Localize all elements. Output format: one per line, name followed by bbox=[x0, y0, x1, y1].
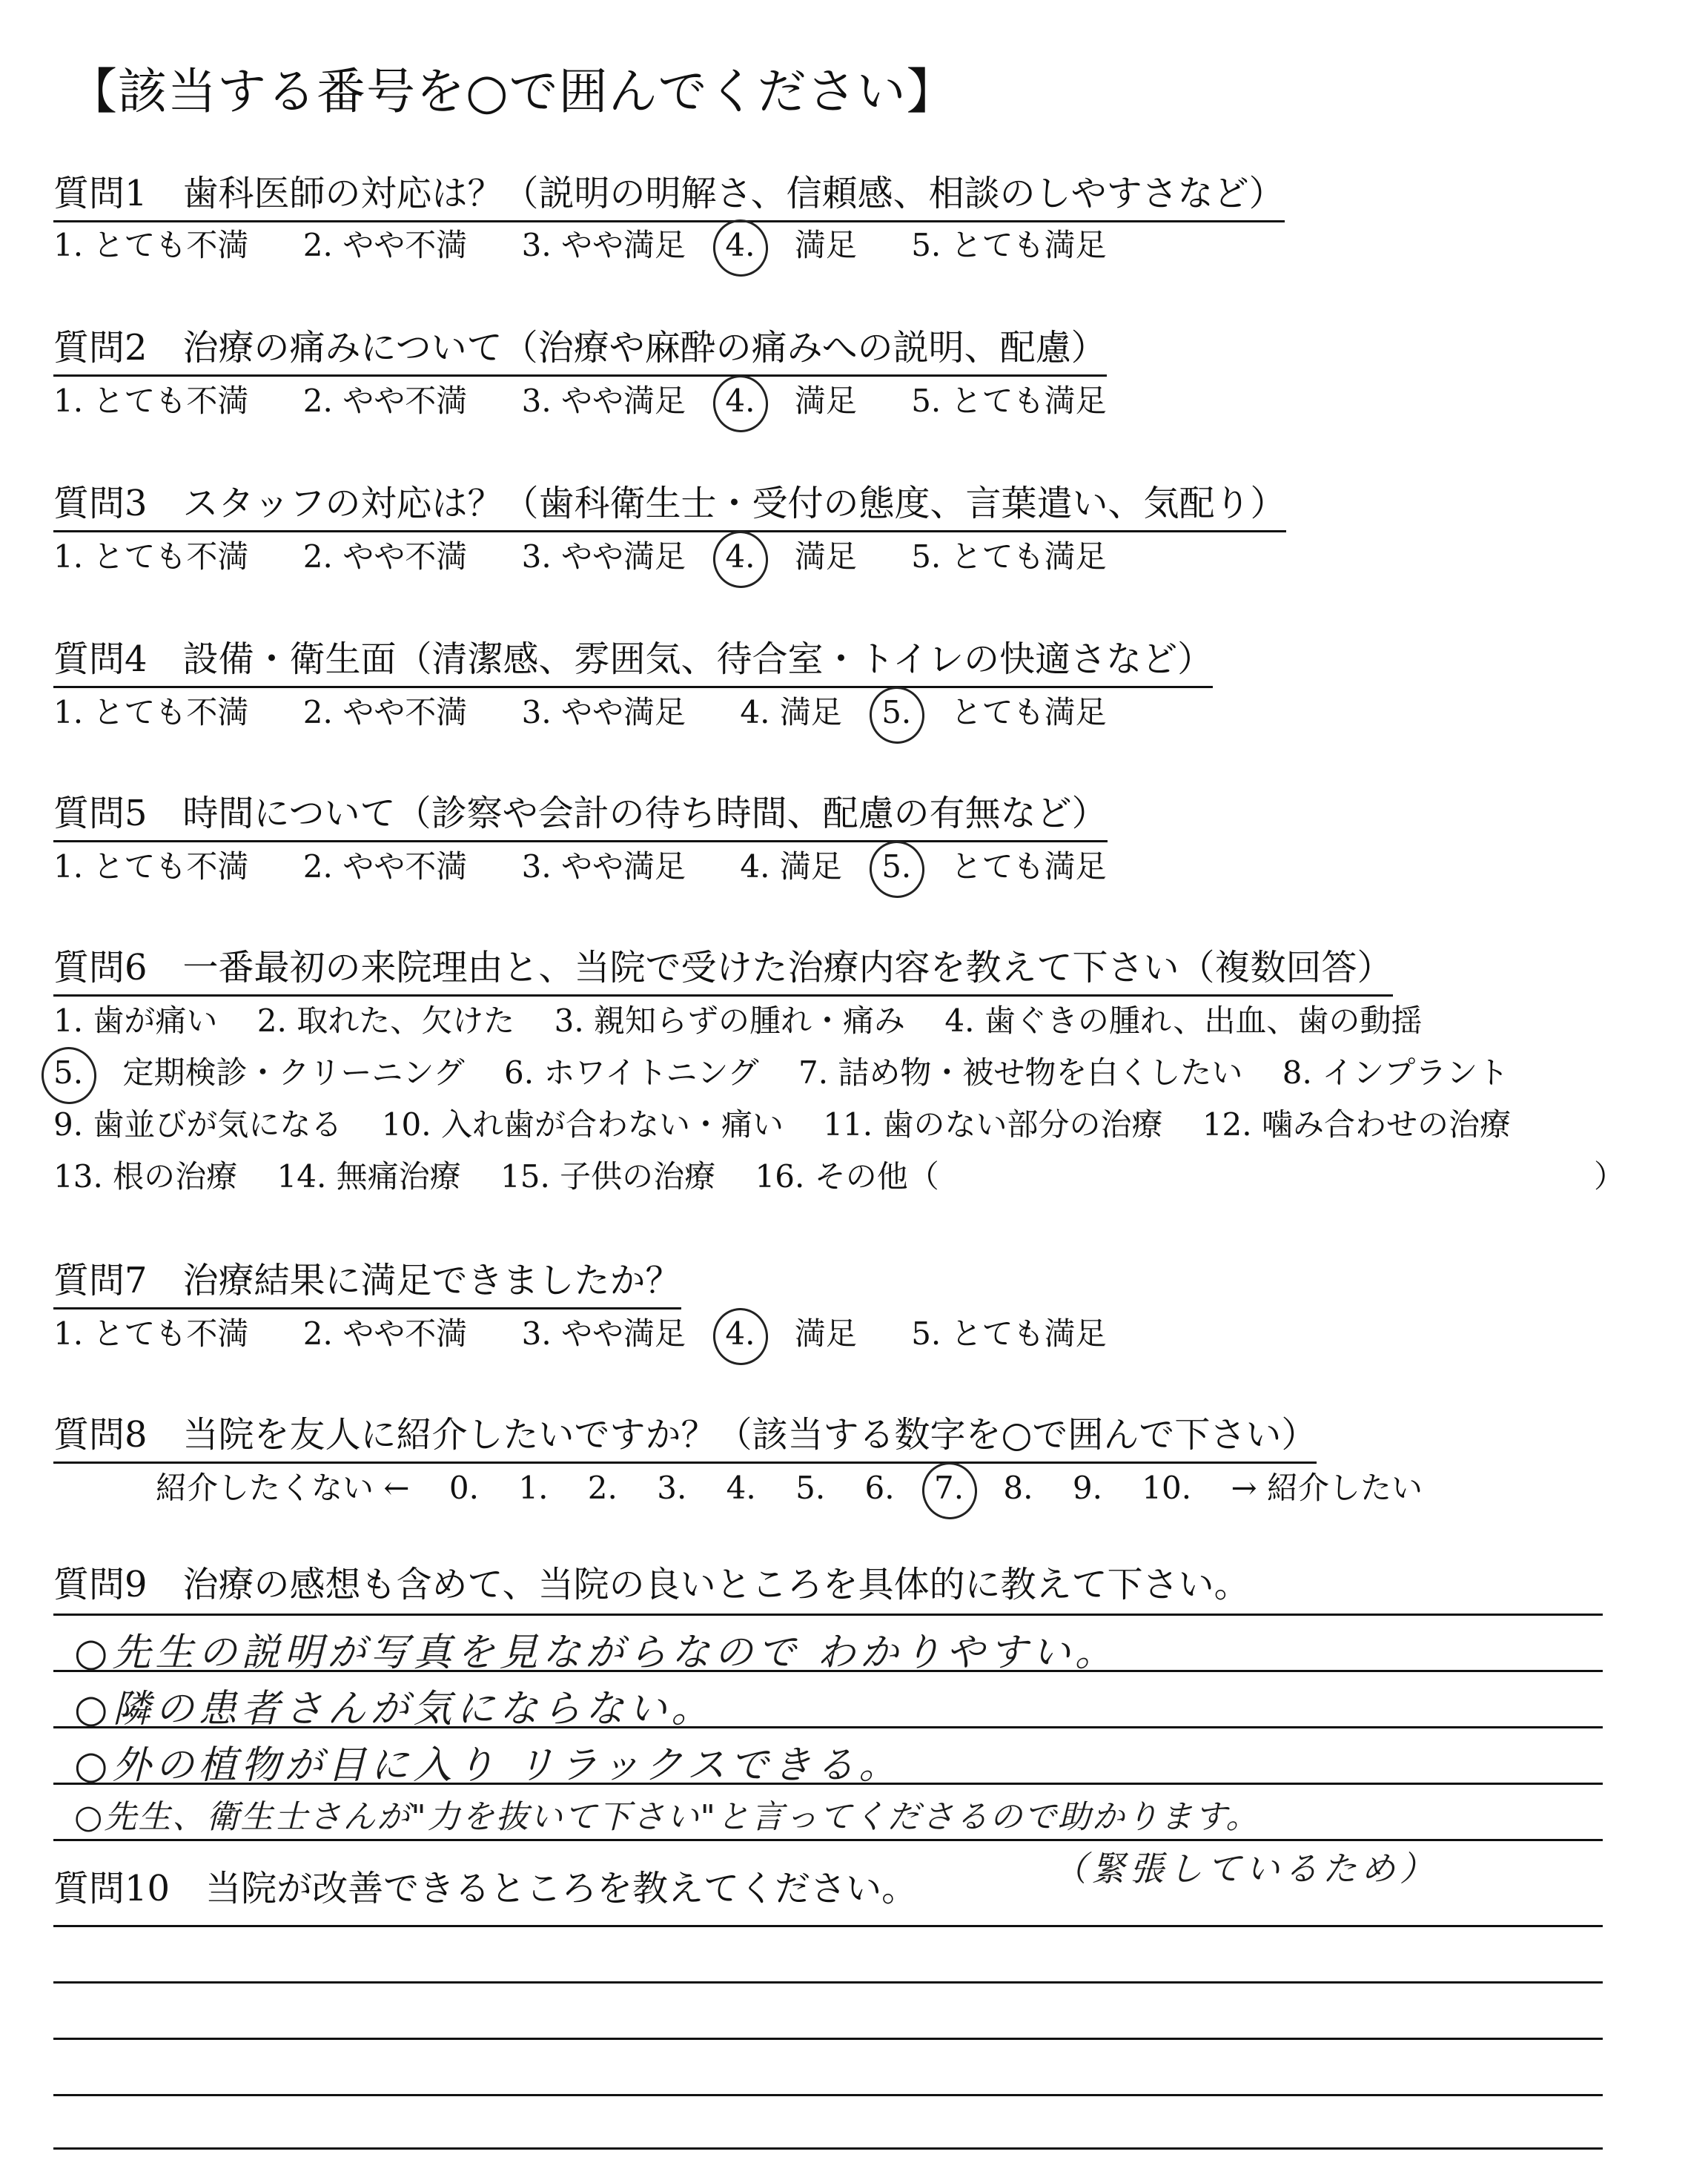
q6-option-5-circled[interactable]: 5. bbox=[53, 1054, 84, 1091]
q6-option-2[interactable]: 2. 取れた、欠けた bbox=[256, 1003, 515, 1039]
q8-scale-6[interactable]: 6. bbox=[864, 1470, 895, 1506]
q8-scale-2[interactable]: 2. bbox=[587, 1470, 618, 1506]
q6-option-3[interactable]: 3. 親知らずの腫れ・痛み bbox=[554, 1003, 906, 1039]
q6-option-7[interactable]: 7. 詰め物・被せ物を白くしたい bbox=[798, 1054, 1243, 1091]
question-5-title: 質問5 時間について（診察や会計の待ち時間、配慮の有無など） bbox=[53, 785, 1108, 842]
q8-scale-9[interactable]: 9. bbox=[1072, 1470, 1102, 1506]
q2-option-3[interactable]: 3. やや満足 bbox=[521, 383, 686, 419]
question-5-options bbox=[53, 842, 1107, 887]
q10-answer-line-1[interactable] bbox=[53, 1925, 1603, 1927]
q3-option-4-circled[interactable]: 4. bbox=[725, 538, 755, 575]
question-6-title: 質問6 一番最初の来院理由と、当院で受けた治療内容を教えて下さい（複数回答） bbox=[53, 939, 1393, 997]
q7-option-4-circled[interactable]: 4. bbox=[725, 1315, 755, 1352]
q2-option-5[interactable]: 5. とても満足 bbox=[911, 383, 1107, 419]
q10-answer-line-5[interactable] bbox=[53, 2147, 1603, 2150]
q8-scale-3[interactable]: 3. bbox=[657, 1470, 687, 1506]
q5-option-5-circled[interactable]: 5. bbox=[881, 848, 912, 885]
q6-option-14[interactable]: 14. 無痛治療 bbox=[277, 1158, 461, 1195]
q8-scale-8[interactable]: 8. bbox=[1003, 1470, 1033, 1506]
q8-scale-1[interactable]: 1. bbox=[518, 1470, 549, 1506]
q5-option-2[interactable]: 2. やや不満 bbox=[302, 848, 468, 885]
q6-option-1[interactable]: 1. 歯が痛い bbox=[53, 1003, 218, 1039]
q3-option-2[interactable]: 2. やや不満 bbox=[302, 538, 468, 575]
q7-option-5[interactable]: 5. とても満足 bbox=[911, 1315, 1107, 1352]
q1-option-4-label: 満足 bbox=[794, 227, 857, 263]
q5-option-5-label: とても満足 bbox=[950, 848, 1107, 885]
q9-handwritten-answer-1[interactable]: ○先生の説明が写真を見ながらなので わかりやすい。 bbox=[74, 1631, 1118, 1675]
q4-option-5-label: とても満足 bbox=[950, 694, 1107, 730]
q10-answer-line-2[interactable] bbox=[53, 1981, 1603, 1984]
q6-option-4[interactable]: 4. 歯ぐきの腫れ、出血、歯の動揺 bbox=[944, 1003, 1423, 1039]
q9-handwritten-answer-4[interactable]: ○先生、衛生士さんが"力を抜いて下さい"と言ってくださるので助かります。 bbox=[74, 1798, 1260, 1836]
q10-answer-line-3[interactable] bbox=[53, 2038, 1603, 2040]
question-8-scale bbox=[156, 1464, 1423, 1508]
q6-option-9[interactable]: 9. 歯並びが気になる bbox=[53, 1106, 342, 1143]
q6-option-6[interactable]: 6. ホワイトニング bbox=[503, 1054, 759, 1091]
question-1-title: 質問1 歯科医師の対応は？（説明の明解さ、信頼感、相談のしやすさなど） bbox=[53, 165, 1285, 222]
question-7-title: 質問7 治療結果に満足できましたか？ bbox=[53, 1252, 681, 1309]
q7-option-2[interactable]: 2. やや不満 bbox=[302, 1315, 468, 1352]
q6-option-13[interactable]: 13. 根の治療 bbox=[53, 1158, 238, 1195]
q3-option-3[interactable]: 3. やや満足 bbox=[521, 538, 686, 575]
q2-option-1[interactable]: 1. とても不満 bbox=[53, 383, 249, 419]
q1-option-5[interactable]: 5. とても満足 bbox=[911, 227, 1107, 263]
q9-answer-line-1 bbox=[53, 1614, 1603, 1616]
question-6-row-3 bbox=[53, 1100, 1511, 1145]
question-10-title: 質問10 当院が改善できるところを教えてください。 bbox=[53, 1868, 918, 1909]
q9-handwritten-note[interactable]: （緊張しているため） bbox=[1053, 1849, 1438, 1889]
q2-option-2[interactable]: 2. やや不満 bbox=[302, 383, 468, 419]
q4-option-1[interactable]: 1. とても不満 bbox=[53, 694, 249, 730]
question-4-options bbox=[53, 688, 1107, 733]
question-3-options bbox=[53, 532, 1107, 577]
q4-option-4[interactable]: 4. 満足 bbox=[740, 694, 842, 730]
q3-option-1[interactable]: 1. とても不満 bbox=[53, 538, 249, 575]
q7-option-4-label: 満足 bbox=[794, 1315, 857, 1352]
q1-option-3[interactable]: 3. やや満足 bbox=[521, 227, 686, 263]
question-9-title: 質問9 治療の感想も含めて、当院の良いところを具体的に教えて下さい。 bbox=[53, 1564, 1250, 1605]
question-1-options bbox=[53, 221, 1107, 265]
question-6-row-4 bbox=[53, 1152, 939, 1197]
q6-option-15[interactable]: 15. 子供の治療 bbox=[500, 1158, 716, 1195]
q9-handwritten-answer-3[interactable]: ○外の植物が目に入り リラックスできる。 bbox=[74, 1743, 902, 1788]
q6-other-close-paren: ） bbox=[1594, 1158, 1626, 1195]
q8-right-label: → 紹介したい bbox=[1231, 1470, 1423, 1506]
q4-option-3[interactable]: 3. やや満足 bbox=[521, 694, 686, 730]
question-6-row-1 bbox=[53, 997, 1422, 1041]
q8-scale-0[interactable]: 0. bbox=[448, 1470, 479, 1506]
q6-option-8[interactable]: 8. インプラント bbox=[1282, 1054, 1509, 1091]
q8-scale-7-circled[interactable]: 7. bbox=[933, 1470, 964, 1506]
q9-handwritten-answer-2[interactable]: ○隣の患者さんが気にならない。 bbox=[74, 1687, 715, 1731]
q8-scale-4[interactable]: 4. bbox=[726, 1470, 756, 1506]
q10-answer-line-4[interactable] bbox=[53, 2094, 1603, 2096]
q7-option-1[interactable]: 1. とても不満 bbox=[53, 1315, 249, 1352]
q5-option-4[interactable]: 4. 満足 bbox=[740, 848, 842, 885]
question-8-title: 質問8 当院を友人に紹介したいですか？（該当する数字を○で囲んで下さい） bbox=[53, 1406, 1317, 1464]
q7-option-3[interactable]: 3. やや満足 bbox=[521, 1315, 686, 1352]
q8-scale-5[interactable]: 5. bbox=[795, 1470, 826, 1506]
question-6-row-2 bbox=[53, 1048, 1509, 1093]
question-2-options bbox=[53, 377, 1107, 421]
q2-option-4-label: 満足 bbox=[794, 383, 857, 419]
q6-option-11[interactable]: 11. 歯のない部分の治療 bbox=[823, 1106, 1163, 1143]
q6-option-12[interactable]: 12. 噛み合わせの治療 bbox=[1202, 1106, 1511, 1143]
q3-option-4-label: 満足 bbox=[794, 538, 857, 575]
q1-option-4-circled[interactable]: 4. bbox=[725, 227, 755, 263]
q4-option-5-circled[interactable]: 5. bbox=[881, 694, 912, 730]
q1-option-1[interactable]: 1. とても不満 bbox=[53, 227, 249, 263]
q6-option-10[interactable]: 10. 入れ歯が合わない・痛い bbox=[381, 1106, 784, 1143]
q5-option-1[interactable]: 1. とても不満 bbox=[53, 848, 249, 885]
q1-option-2[interactable]: 2. やや不満 bbox=[302, 227, 468, 263]
q6-option-5-label: 定期検診・クリーニング bbox=[122, 1054, 465, 1091]
q6-option-16[interactable]: 16. その他（ bbox=[755, 1158, 939, 1195]
q8-scale-10[interactable]: 10. bbox=[1142, 1470, 1192, 1506]
question-7-options bbox=[53, 1309, 1107, 1354]
form-header: 【該当する番号を○で囲んでください】 bbox=[68, 63, 956, 120]
question-4-title: 質問4 設備・衛生面（清潔感、雰囲気、待合室・トイレの快適さなど） bbox=[53, 630, 1213, 688]
question-2-title: 質問2 治療の痛みについて（治療や麻酔の痛みへの説明、配慮） bbox=[53, 319, 1107, 377]
q5-option-3[interactable]: 3. やや満足 bbox=[521, 848, 686, 885]
q8-left-label: 紹介したくない ← bbox=[156, 1470, 410, 1506]
question-3-title: 質問3 スタッフの対応は？（歯科衛生士・受付の態度、言葉遣い、気配り） bbox=[53, 475, 1286, 532]
q3-option-5[interactable]: 5. とても満足 bbox=[911, 538, 1107, 575]
q2-option-4-circled[interactable]: 4. bbox=[725, 383, 755, 419]
q4-option-2[interactable]: 2. やや不満 bbox=[302, 694, 468, 730]
q9-answer-line-5 bbox=[53, 1839, 1603, 1841]
